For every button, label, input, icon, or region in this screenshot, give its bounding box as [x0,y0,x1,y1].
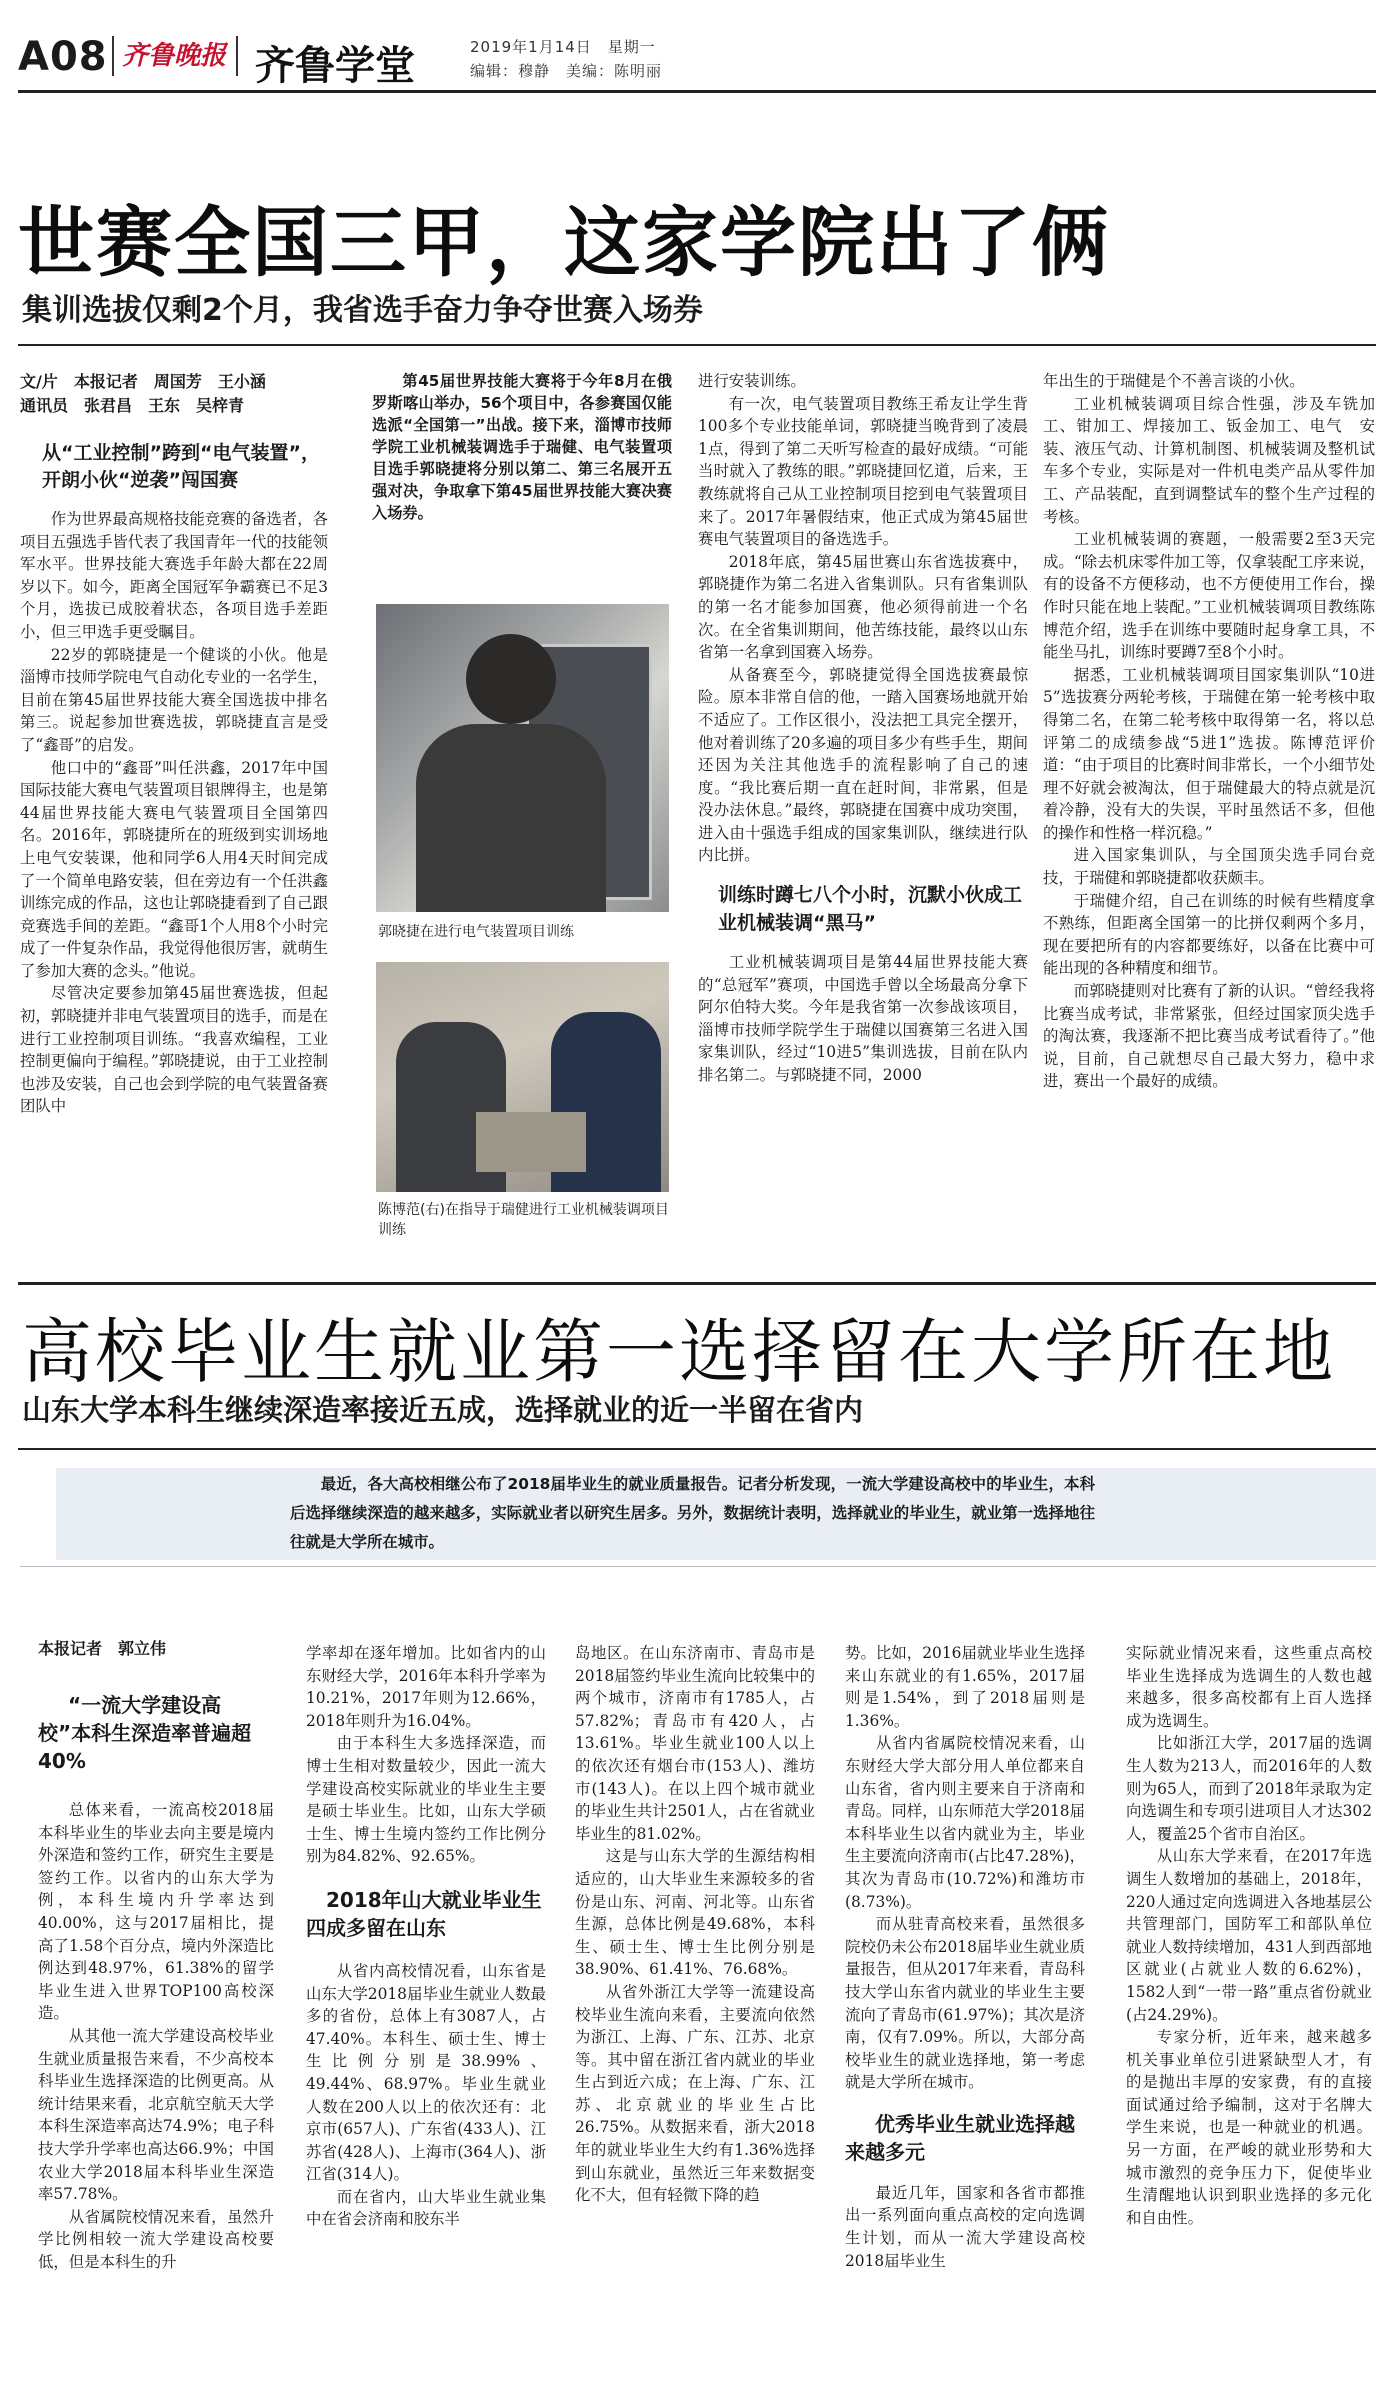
photo-workbench [476,1112,586,1172]
paragraph: 从省属院校情况来看，虽然升学比例相较一流大学建设高校要低，但是本科生的升 [38,2207,274,2271]
paragraph: 而从驻青高校来看，虽然很多院校仍未公布2018届毕业生就业质量报告，但从2017年来看，青岛科技大学山东省内就业的毕业生主要流向了青岛市(61.97%)；其次是济南，仅有7.09%。所以，大部分高校毕业生的就业选择地，第一考虑就是大学所在城市。 [845,1915,1085,2092]
paragraph: 工业机械装调项目综合性强，涉及车铣加工、钳加工、焊接加工、钣金加工、电气 安装、液压气动、计算机制图、机械装调及整机试车多个专业，实际是对一件机电类产品从零件加工、产品装配，直到调整试车的整个生产过程的考核。 [1043,394,1375,526]
paragraph: 工业机械装调的赛题，一般需要2至3天完成。“除去机床零件加工等，仅拿装配工序来说，有的设备不方便移动，也不方便使用工作台，操作时只能在地上装配。”工业机械装调项目教练陈博范介绍，选手在训练中要随时起身拿工具，不能坐马扎，训练时要蹲7至8个小时。 [1043,530,1375,662]
paragraph: 最近几年，国家和各省市都推出一系列面向重点高校的定向选调生计划，而从一流大学建设高校2018届毕业生 [845,2183,1085,2270]
article2-column-4 [845,1642,1085,2377]
article2-column-3 [575,1642,815,2377]
article1-subhead-2: 训练时蹲七八个小时，沉默小伙成工业机械装调“黑马” [718,884,1023,935]
section-divider [18,1282,1376,1285]
article1-subhead-1: 从“工业控制”跨到“电气装置”，开朗小伙“逆袭”闯国赛 [42,442,320,491]
article2-byline: 本报记者 郭立伟 [38,1639,167,1658]
article1-lead: 第45届世界技能大赛将于今年8月在俄罗斯喀山举办，56个项目中，各参赛国仅能选派“全国第一”出战。接下来，淄博市技师学院工业机械装调选手于瑞健、电气装置项目选手郭晓捷将分别以第二、第三名展开五强对决，争取拿下第45届世界技能大赛决赛入场券。 [372,372,672,522]
article2-column-2 [306,1642,546,2377]
photo-caption-1: 郭晓捷在进行电气装置项目训练 [378,924,574,940]
section-title: 齐鲁学堂 [255,43,415,89]
paragraph: 比如浙江大学，2017届的选调生人数为213人，而2016年的人数则为65人，而到了2018年录取为定向选调生和专项引进项目人才达302人，覆盖25个省市自治区。 [1126,1734,1372,1843]
paragraph: 进入国家集训队，与全国顶尖选手同台竞技，于瑞健和郭晓捷都收获颇丰。 [1043,846,1375,888]
summary-underline [20,1566,1376,1567]
paragraph: 他口中的“鑫哥”叫任洪鑫，2017年中国国际技能大赛电气装置项目银牌得主，也是第44届世界技能大赛电气装置项目全国第四名。2016年，郭晓捷所在的班级到实训场地上电气安装课，他和同学6人用4天时间完成了一个简单电路安装，但在旁边有一个任洪鑫训练完成的作品，这也让郭晓捷看到了自己跟竞赛选手间的差距。“鑫哥1个人用8个小时完成了一件复杂作品，我觉得他很厉害，就萌生了参加大赛的念头。”他说。 [20,758,328,980]
paragraph: 从省外浙江大学等一流建设高校毕业生流向来看，主要流向依然为浙江、上海、广东、江苏、北京等。其中留在浙江省内就业的毕业生占到近六成；在上海、广东、江苏、北京就业的毕业生占比26.75%。从数据来看，浙大2018年的就业毕业生大约有1.36%选择到山东就业，虽然近三年来数据变化不大，但有轻微下降的趋 [575,1982,815,2205]
article1-byline: 文/片 本报记者 周国芳 王小涵 [20,372,266,391]
paragraph: 从备赛至今，郭晓捷觉得全国选拔赛最惊险。原本非常自信的他，一踏入国赛场地就开始不适应了。工作区很小，没法把工具完全摆开，他对着训练了20多遍的项目多少有些手生，期间还因为关注其他选手的流程影响了自己的速度。“我比赛后期一直在赶时间，非常累，但是没办法休息。”最终，郭晓捷在国赛中成功突围，进入由十强选手组成的国家集训队，继续进行队内比拼。 [698,665,1028,865]
article2-subhead-1: “一流大学建设高校”本科生深造率普遍超40% [38,1693,252,1773]
paragraph: 势。比如，2016届就业毕业生选择来山东就业的有1.65%，2017届则是1.54%，到了2018届则是1.36%。 [845,1644,1085,1730]
paragraph: 岛地区。在山东济南市、青岛市是2018届签约毕业生流向比较集中的两个城市，济南市有1785人，占57.82%；青岛市有420人，占13.61%。毕业生就业100人以上的依次还有烟台市(153人)、潍坊市(143人)。在以上四个城市就业的毕业生共计2501人，占在省就业毕业生的81.02%。 [575,1644,815,1843]
paragraph: 有一次，电气装置项目教练王希友让学生背100多个专业技能单词，郭晓捷当晚背到了凌晨1点，得到了第二天听写检查的最好成绩。“可能当时就入了教练的眼。”郭晓捷回忆道，后来，王教练就将自己从工业控制项目挖到电气装置项目来了。2017年暑假结束，他正式成为第45届世赛电气装置项目的备选选手。 [698,394,1028,549]
article1-byline: 通讯员 张君昌 王东 吴梓青 [20,396,245,415]
paragraph: 从省内省属院校情况来看，山东财经大学大部分用人单位都来自山东省，省内则主要来自于济南和青岛。同样，山东师范大学2018届本科毕业生以省内就业为主，毕业生主要流向济南市(占比47.28%)，其次为青岛市(10.72%)和潍坊市(8.73%)。 [845,1734,1085,1911]
photo-caption-2: 陈博范(右)在指导于瑞健进行工业机械装调项目训练 [378,1202,669,1238]
header-divider [236,36,238,76]
article2-summary: 最近，各大高校相继公布了2018届毕业生的就业质量报告。记者分析发现，一流大学建设高校中的毕业生，本科后选择继续深造的越来越多，实际就业者以研究生居多。另外，数据统计表明，选择就业的毕业生，就业第一选择地往往就是大学所在城市。 [290,1475,1095,1551]
article2-column-5 [1126,1642,1372,2377]
paragraph: 2018年底，第45届世赛山东省选拔赛中，郭晓捷作为第二名进入省集训队。只有省集训队的第一名才能参加国赛，他必须得前进一个名次。在全省集训期间，他苦练技能，最终以山东省第一名拿到国赛入场券。 [698,552,1028,662]
paragraph: 作为世界最高规格技能竞赛的备选者，各项目五强选手皆代表了我国青年一代的技能领军水平。世界技能大赛选手年龄大都在22周岁以下。如今，距离全国冠军争霸赛已不足3个月，选拔已成胶着状态，各项目选手差距小，但三甲选手更受瞩目。 [20,510,328,641]
paragraph: 而郭晓捷则对比赛有了新的认识。“曾经我将比赛当成考试，非常紧张，但经过国家顶尖选手的淘汰赛，我逐渐不把比赛当成考试看待了。”他说，目前，自己就想尽自己最大努力，稳中求进，赛出一个最好的成绩。 [1043,982,1375,1091]
paragraph: 尽管决定要参加第45届世赛选拔，但起初，郭晓捷并非电气装置项目的选手，而是在进行工业控制项目训练。“我喜欢编程，工业控制更偏向于编程。”郭晓捷说，由于工业控制也涉及安装，自己也会到学院的电气装置备赛团队中 [20,984,328,1116]
article2-headline: 高校毕业生就业第一选择留在大学所在地 [22,1311,1336,1393]
paragraph: 而在省内，山大毕业生就业集中在省会济南和胶东半 [306,2187,546,2229]
photo-person-body [416,724,606,912]
article1-rule [18,344,1376,346]
photo-person-head [466,634,556,724]
article2-subheadline: 山东大学本科生继续深造率接近五成，选择就业的近一半留在省内 [22,1393,864,1427]
svg-text:齐鲁晚报: 齐鲁晚报 [122,41,227,71]
photo-mechanical-training [376,962,669,1192]
paragraph: 这是与山东大学的生源结构相适应的，山大毕业生来源较多的省份是山东、河南、河北等。山东省生源，总体比例是49.68%，本科生、硕士生、博士生比例分别是38.90%、61.41%、76.68%。 [575,1847,815,1979]
article2-column-1 [38,1637,274,2377]
article1-column-1 [20,370,328,1275]
article1-lead-box [372,370,672,585]
paragraph: 工业机械装调项目是第44届世界技能大赛的“总冠军”赛项，中国选手曾以全场最高分拿下阿尔伯特大奖。今年是我省第一次参战该项目，淄博市技师学院学生于瑞健以国赛第三名进入国家集训队，经过“10进5”集训选拔，目前在队内排名第二。与郭晓捷不同，2000 [698,953,1028,1085]
paragraph: 总体来看，一流高校2018届本科毕业生的毕业去向主要是境内外深造和签约工作，研究生主要是签约工作。以省内的山东大学为例，本科生境内升学率达到40.00%，这与2017届相比，提高了1.58个百分点，境内外深造比例达到48.97%，61.38%的留学毕业生进入世界TOP100高校深造。 [38,1801,274,2023]
photo-electrical-training [376,604,669,912]
header-divider [112,36,114,76]
paragraph: 由于本科生大多选择深造，而博士生相对数量较少，因此一流大学建设高校实际就业的毕业生主要是硕士毕业生。比如，山东大学硕士生、博士生境内签约工作比例分别为84.82%、92.65%。 [306,1734,546,1866]
editor-credits: 编辑：穆静 美编：陈明丽 [470,62,663,80]
paragraph: 从省内高校情况看，山东省是山东大学2018届毕业生就业人数最多的省份，总体上有3087人，占47.40%。本科生、硕士生、博士生比例分别是38.99%、49.44%、68.97%。毕业生就业人数在200人以上的依次还有：北京市(657人)、广东省(433人)、江苏省(428人)、上海市(364人)、浙江省(314人)。 [306,1961,546,2184]
paragraph: 据悉，工业机械装调项目国家集训队“10进5”选拔赛分两轮考核，于瑞健在第一轮考核中取得第二名，在第二轮考核中取得第一名，将以总评第二的成绩参战“5进1”选拔。陈博范评价道：“由于项目的比赛时间非常长，一个小细节处理不好就会被淘汰，但于瑞健最大的特点就是沉着冷静，没有大的失误，平时虽然话不多，但他的操作和性格一样沉稳。” [1043,665,1375,842]
page-number: A08 [18,34,108,80]
paragraph: 于瑞健介绍，自己在训练的时候有些精度拿不熟练，但距离全国第一的比拼仅剩两个多月，现在要把所有的内容都要练好，以备在比赛中可能出现的各种精度和细节。 [1043,891,1375,978]
article1-headline: 世赛全国三甲，这家学院出了俩 [18,198,1110,287]
paragraph: 年出生的于瑞健是个不善言谈的小伙。 [1043,372,1305,390]
paragraph: 实际就业情况来看，这些重点高校毕业生选择成为选调生的人数也越来越多，很多高校都有上百人选择成为选调生。 [1126,1644,1372,1730]
header-rule [18,90,1376,93]
article1-column-4 [1043,370,1375,1275]
article2-subhead-2: 2018年山大就业毕业生四成多留在山东 [306,1887,542,1940]
paragraph: 专家分析，近年来，越来越多机关事业单位引进紧缺型人才，有的是抛出丰厚的安家费，有的直接面试通过给予编制，这对于名牌大学生来说，也是一种就业的机遇。另一方面，在严峻的就业形势和大城市激烈的竞争压力下，促使毕业生清醒地认识到职业选择的多元化和自由性。 [1126,2028,1372,2227]
issue-date: 2019年1月14日 星期一 [470,38,656,56]
article2-rule [18,1448,1376,1450]
newspaper-logo [120,28,228,78]
paragraph: 从其他一流大学建设高校毕业生就业质量报告来看，不少高校本科毕业生选择深造的比例更高。从统计结果来看，北京航空航天大学本科生深造率高达74.9%；电子科技大学升学率也高达66.9%；中国农业大学2018届本科毕业生深造率57.78%。 [38,2026,274,2204]
paragraph: 从山东大学来看，在2017年选调生人数增加的基础上，2018年，220人通过定向选调进入各地基层公共管理部门，国防军工和部队单位就业人数持续增加，431人到西部地区就业(占就业人数的6.62%)，1582人到“一带一路”重点省份就业(占24.29%)。 [1126,1847,1372,2024]
paragraph: 进行安装训练。 [698,372,806,390]
paragraph: 学率却在逐年增加。比如省内的山东财经大学，2016年本科升学率为10.21%，2017年则为12.66%，2018年则升为16.04%。 [306,1644,546,1730]
article1-subheadline: 集训选拔仅剩2个月，我省选手奋力争夺世赛入场券 [22,293,703,328]
article2-subhead-3: 优秀毕业生就业选择越来越多元 [845,2111,1075,2164]
article1-column-3 [698,370,1028,1275]
paragraph: 22岁的郭晓捷是一个健谈的小伙。他是淄博市技师学院电气自动化专业的一名学生，目前在第45届世界技能大赛全国选拔中排名第三。说起参加世赛选拔，郭晓捷直言是受了“鑫哥”的启发。 [20,645,328,754]
